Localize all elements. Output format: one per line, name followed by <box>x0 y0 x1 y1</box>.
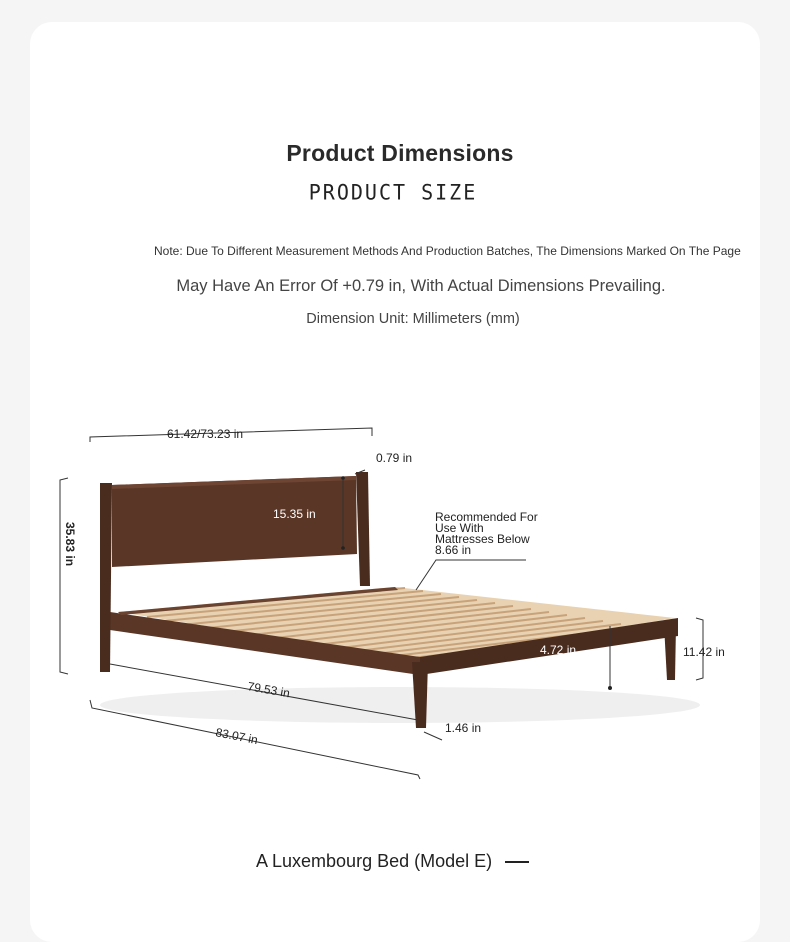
right-leg <box>664 625 676 680</box>
width-label: 61.42/73.23 in <box>167 427 244 441</box>
headboard-panel <box>112 476 357 567</box>
right-headboard-post <box>356 472 370 586</box>
model-name: A Luxembourg Bed (Model E) <box>256 851 493 871</box>
page-title: Product Dimensions <box>286 140 514 166</box>
inner-length-label: 79.53 in <box>246 679 291 701</box>
measurement-note-line2: May Have An Error Of +0.79 in, With Actual Dimensions Prevailing. <box>176 277 666 295</box>
total-height-label: 35.83 in <box>63 522 77 567</box>
frame-height-label: 11.42 in <box>683 645 725 659</box>
mattress-note-line3: Mattresses Below <box>435 532 530 546</box>
total-length-label: 83.07 in <box>214 725 260 748</box>
headboard-thickness-label: 0.79 in <box>376 451 413 465</box>
side-rail-height-label: 4.72 in <box>540 643 577 657</box>
headboard-panel-height-label: 15.35 in <box>273 507 316 521</box>
mattress-note-line1: Recommended For <box>435 510 538 524</box>
leg-width-label: 1.46 in <box>445 721 482 735</box>
dimension-unit-note: Dimension Unit: Millimeters (mm) <box>306 311 520 327</box>
mattress-note-line4: 8.66 in <box>435 543 472 557</box>
page-subtitle: PRODUCT SIZE <box>308 179 478 205</box>
model-dash-decoration <box>505 861 529 863</box>
under-bed-clearance-label: 6.69 in <box>538 669 575 683</box>
mattress-note-line2: Use With <box>435 521 484 535</box>
left-headboard-post <box>100 483 112 672</box>
measurement-note-line1: Note: Due To Different Measurement Methods And Production Batches, The Dimensions Marked On The Page <box>154 244 741 258</box>
